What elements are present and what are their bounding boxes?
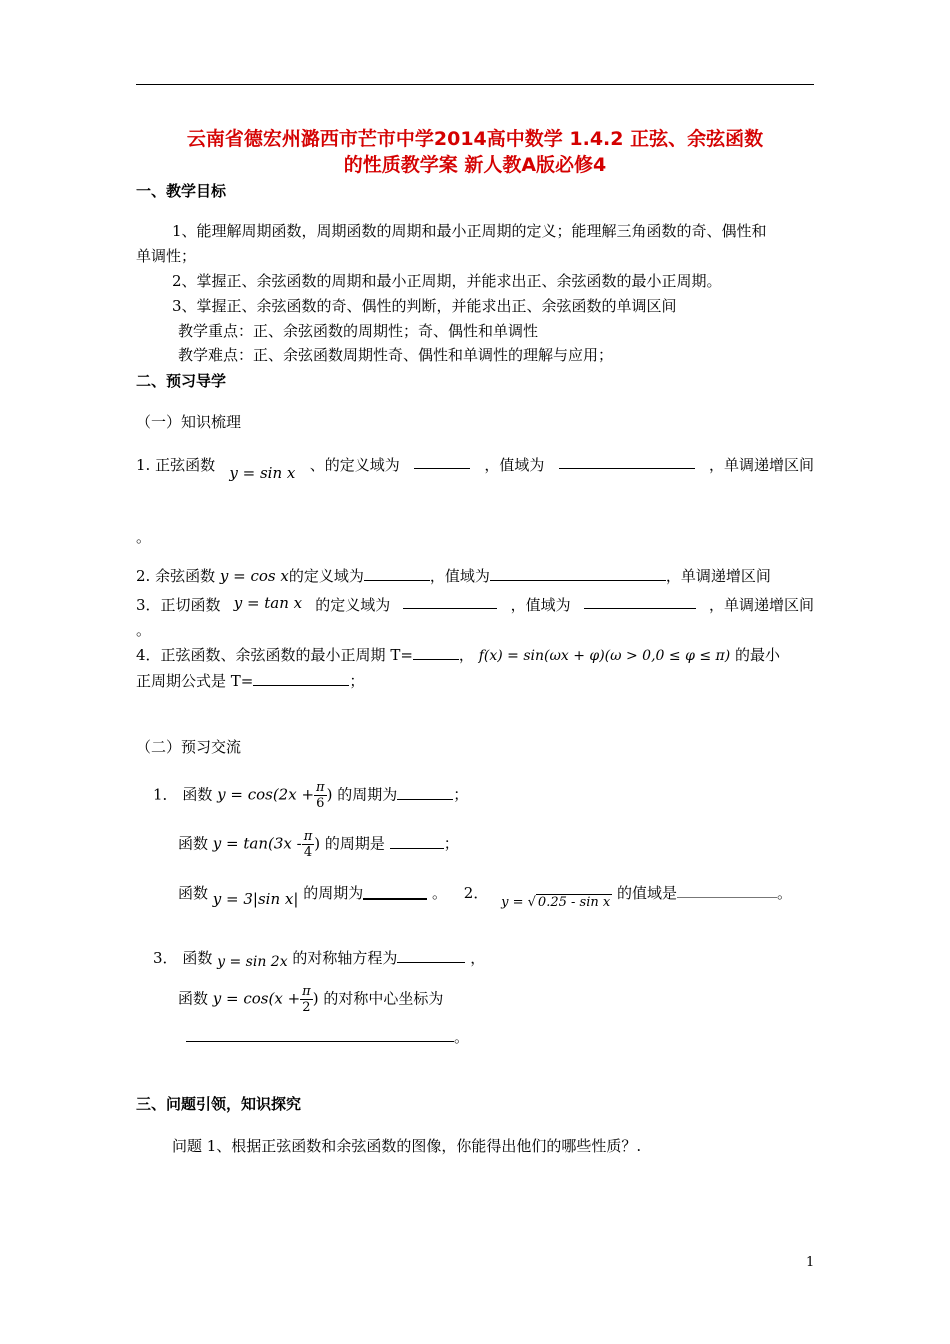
e2-label: 函数 [178,834,209,853]
objective-2: 2、掌握正、余弦函数的周期和最小正周期，并能求出正、余弦函数的最小正周期。 [172,272,722,290]
q2-range-label: ，值域为 [429,567,490,585]
q4-tail: 的最小 [734,646,780,664]
e5-text: 的对称中心坐标为 [323,989,444,1008]
exercise-3-line [153,947,485,968]
q1-formula: y = sin x [229,464,296,482]
question-1-line [136,454,814,482]
exercise-3b-answer [186,1026,469,1047]
e1-formula-pre: y = cos(2x + [217,785,315,804]
section-heading-preview: 二、预习导学 [136,372,227,390]
teaching-focus: 教学重点：正、余弦函数的周期性；奇、偶性和单调性 [178,322,539,340]
e1-text: 的周期为 [337,785,398,804]
q4-prefix: 4．正弦函数、余弦函数的最小正周期 T= [136,646,413,664]
question-2-line [136,565,771,586]
q1-domain-blank[interactable] [414,454,470,469]
q2-range-blank[interactable] [490,566,666,581]
q4-period-blank[interactable] [413,645,459,660]
e3-text2: 的值域是 [616,884,677,902]
e2-fraction [302,829,315,860]
e3-num2: 2． [463,884,489,902]
q3-formula: y = tan x [233,594,303,612]
question-4-line1 [136,644,780,665]
e4-formula: y = sin 2x [217,954,288,970]
q2-mid: 的定义域为 [288,567,364,585]
e3-label: 函数 [178,884,209,902]
q3-tail: ，单调递增区间 [708,596,814,614]
e3-blank[interactable] [363,888,427,900]
objective-3: 3、掌握正、余弦函数的奇、偶性的判断，并能求出正、余弦函数的单调区间 [172,297,677,315]
q3-range-label: ，值域为 [510,596,571,614]
e3-text: 的周期为 [303,884,364,902]
e4-blank[interactable] [397,953,465,963]
q4-comma: ， [458,646,474,664]
exercise-1b-line [178,829,459,860]
q1-mid: 、的定义域为 [309,456,400,474]
e2-frac-num: π [303,829,313,844]
doc-title-line1: 云南省德宏州潞西市芒市中学2014高中数学 1.4.2 正弦、余弦函数 [186,128,764,150]
e2-formula-pre: y = tan(3x - [212,834,302,853]
q1-range-blank[interactable] [559,454,695,469]
question-explore-1: 问题 1、根据正弦函数和余弦函数的图像，你能得出他们的哪些性质？. [172,1137,642,1155]
e5-formula-pre: y = cos(x + [212,989,301,1008]
q1-range-label: ，值域为 [484,456,545,474]
exercise-1c-line [178,882,793,910]
q2-prefix: 2. 余弦函数 [136,567,216,585]
e2-blank[interactable] [390,834,444,849]
e5-label: 函数 [178,989,209,1008]
section-heading-objectives: 一、教学目标 [136,182,227,200]
e4-label: 函数 [182,949,213,967]
objective-1-line1: 1、能理解周期函数，周期函数的周期和最小正周期的定义；能理解三角函数的奇、偶性和 [172,222,767,240]
q2-domain-blank[interactable] [364,566,430,581]
e3-formula2: y = √ 0.25 - sin x [501,895,611,910]
e5-fraction [300,984,313,1015]
q2-tail: ，单调递增区间 [665,567,771,585]
e3-formula2-root: 0.25 - sin x [537,895,611,910]
header-rule [136,84,814,85]
exercise-1-line [153,780,468,811]
q3-prefix: 3．正切函数 [136,596,221,614]
e1-frac-num: π [316,780,325,795]
q4-formula-blank[interactable] [253,671,349,686]
e2-semi: ； [443,834,459,853]
q2-formula: y = cos x [219,567,289,585]
e2-text: 的周期是 [324,834,385,853]
e1-semi: ； [453,785,469,804]
q1-tail: ，单调递增区间 [708,456,814,474]
q1-end: 。 [136,528,152,546]
e4-comma: ， [470,949,486,967]
subsection-exchange: （二）预习交流 [136,738,242,756]
question-4-line2 [136,670,364,691]
page-number: 1 [806,1255,815,1270]
q3-range-blank[interactable] [584,594,696,609]
q4-semi: ； [349,672,365,690]
e5-formula-post: ) [312,989,319,1008]
q3-domain-blank[interactable] [403,594,497,609]
e4-text: 的对称轴方程为 [292,949,398,967]
q3-mid: 的定义域为 [315,596,391,614]
teaching-difficulty: 教学难点：正、余弦函数周期性奇、偶性和单调性的理解与应用； [178,346,614,364]
subsection-knowledge: （一）知识梳理 [136,413,242,431]
e3-range-blank[interactable] [677,883,777,898]
e2-frac-den: 4 [303,845,313,860]
e1-formula-post: ) [326,785,333,804]
e5-frac-den: 2 [302,1000,311,1015]
e3-dot: 。 [432,884,448,902]
e3-formula: y = 3|sin x| [212,890,299,908]
objective-1-line2: 单调性； [136,247,197,265]
e2-formula-post: ) [314,834,321,853]
exercise-3b-line [178,984,443,1015]
section-heading-explore: 三、问题引领，知识探究 [136,1095,302,1113]
e3-formula2-pre: y = [501,895,524,910]
q3-end: 。 [136,621,152,639]
doc-title-line2: 的性质教学案 新人教A版必修4 [343,154,607,176]
e1-blank[interactable] [397,785,453,800]
question-3-line [136,594,814,615]
e5-end: 。 [454,1028,470,1046]
e1-frac-den: 6 [316,796,325,811]
e5-blank[interactable] [186,1027,454,1042]
q1-prefix: 1. 正弦函数 [136,456,216,474]
e3-end: 。 [777,884,793,902]
e1-label: 函数 [182,785,213,804]
e4-num: 3． [153,949,178,967]
e1-num: 1． [153,785,178,804]
e1-fraction [314,780,327,811]
e5-frac-num: π [302,984,311,999]
q4-line2: 正周期公式是 T= [136,672,254,690]
q4-formula: f(x) = sin(ωx + φ)(ω > 0,0 ≤ φ ≤ π) [478,648,731,664]
